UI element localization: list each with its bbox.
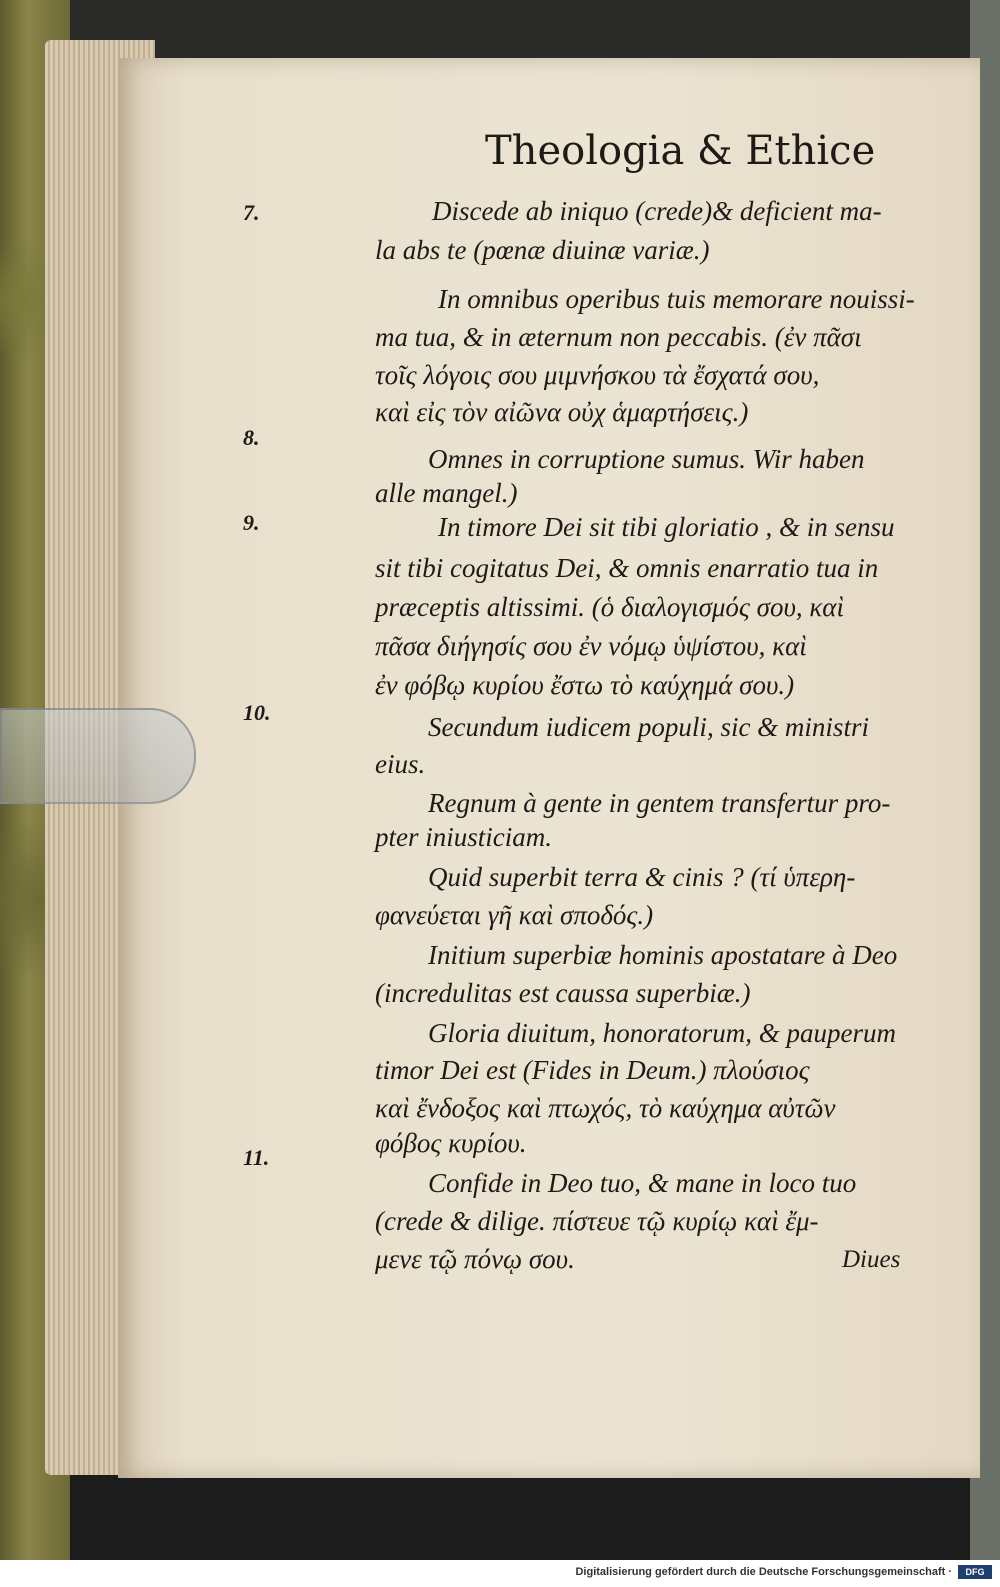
text-line: Gloria diuitum, honoratorum, & pauperum <box>428 1018 897 1048</box>
margin-number: 9. <box>243 510 260 535</box>
text-line: Quid superbit terra & cinis ? (τί ὑπερη- <box>428 862 856 892</box>
text-line: Omnes in corruptione sumus. Wir haben <box>428 444 865 474</box>
text-line: Secundum iudicem populi, sic & ministri <box>428 712 869 742</box>
text-line: sit tibi cogitatus Dei, & omnis enarratio tua in <box>375 553 879 583</box>
bookmark-clip <box>0 708 196 804</box>
text-line: (crede & dilige. πίστευε τῷ κυρίῳ καὶ ἔμ- <box>375 1206 819 1236</box>
text-line: καὶ ἔνδοξος καὶ πτωχός, τὸ καύχημα αὐτῶν <box>375 1093 836 1123</box>
margin-number: 7. <box>243 200 260 225</box>
catchword: Diues <box>842 1246 901 1273</box>
text-line: Initium superbiæ hominis apostatare à Deo <box>428 940 898 970</box>
text-line: πᾶσα διήγησίς σου ἐν νόμῳ ὑψίστου, καὶ <box>375 631 807 661</box>
margin-number: 11. <box>243 1145 270 1170</box>
text-line: eius. <box>375 749 426 779</box>
text-line: alle mangel.) <box>375 478 518 508</box>
footer-credit: Digitalisierung gefördert durch die Deutsche Forschungsgemeinschaft · <box>575 1566 952 1578</box>
text-line: τοῖς λόγοις σου μιμνήσκου τὰ ἔσχατά σου, <box>375 360 820 390</box>
margin-number: 10. <box>243 700 271 725</box>
text-line: In omnibus operibus tuis memorare nouissi- <box>438 284 915 314</box>
text-line: Regnum à gente in gentem transfertur pro- <box>428 788 891 818</box>
text-line: ἐν φόβῳ κυρίου ἔστω τὸ καύχημά σου.) <box>375 670 795 700</box>
text-line: timor Dei est (Fides in Deum.) πλούσιος <box>375 1055 810 1085</box>
text-line: μενε τῷ πόνῳ σου. <box>375 1244 575 1274</box>
text-line: (incredulitas est caussa superbiæ.) <box>375 978 751 1008</box>
page-header: Theologia & Ethice <box>485 128 876 174</box>
text-line: In timore Dei sit tibi gloriatio , & in sensu <box>438 512 895 542</box>
text-line: præceptis altissimi. (ὁ διαλογισμός σου, καὶ <box>375 592 844 622</box>
text-line: φόβος κυρίου. <box>375 1128 527 1158</box>
dfg-logo-icon: DFG <box>958 1565 992 1579</box>
text-line: καὶ εἰς τὸν αἰῶνα οὐχ ἁμαρτήσεις.) <box>375 397 749 427</box>
text-line: pter iniusticiam. <box>375 822 552 852</box>
text-line: φανεύεται γῆ καὶ σποδός.) <box>375 900 654 930</box>
text-line: ma tua, & in æternum non peccabis. (ἐν πᾶσι <box>375 322 862 352</box>
text-line: la abs te (pœnæ diuinæ variæ.) <box>375 235 710 265</box>
margin-number: 8. <box>243 425 260 450</box>
text-line: Discede ab iniquo (crede)& deficient ma- <box>432 196 882 226</box>
text-line: Confide in Deo tuo, & mane in loco tuo <box>428 1168 857 1198</box>
